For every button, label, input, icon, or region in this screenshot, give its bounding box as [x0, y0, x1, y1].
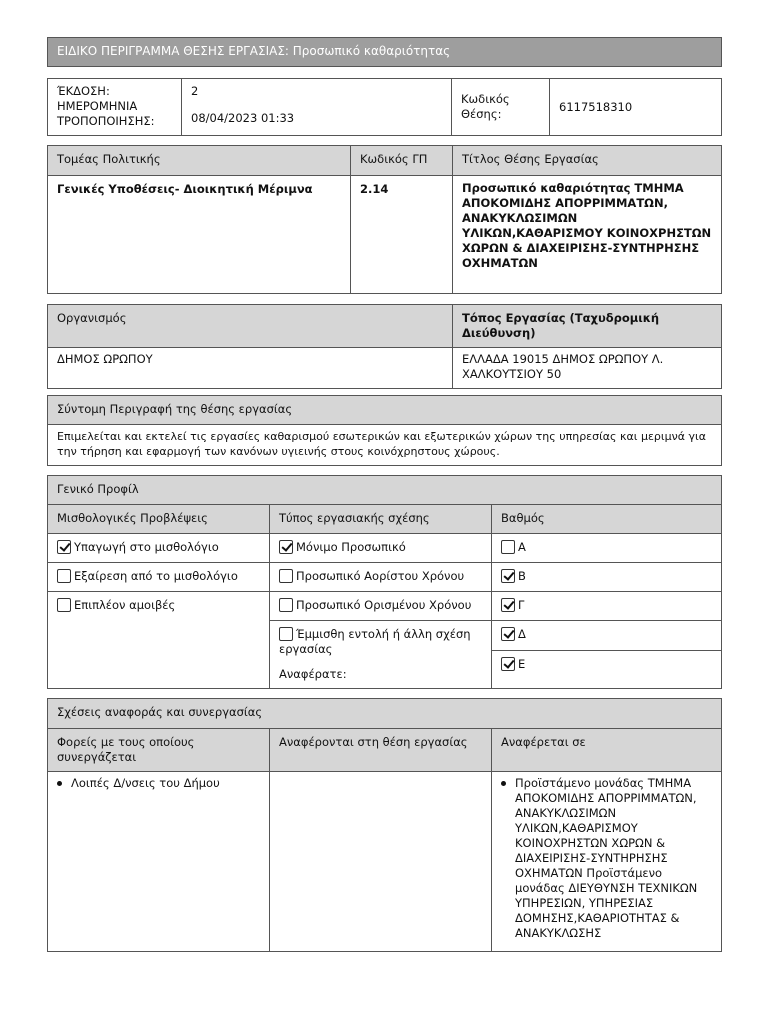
- workplace-header: Τόπος Εργασίας (Ταχυδρομική Διεύθυνση): [453, 305, 722, 348]
- grade-option-label: Δ: [518, 627, 526, 641]
- organization-value: ΔΗΜΟΣ ΩΡΩΠΟΥ: [48, 348, 453, 389]
- relation-option-label: Προσωπικό Αορίστου Χρόνου: [296, 569, 465, 583]
- document-title: ΕΙΔΙΚΟ ΠΕΡΙΓΡΑΜΜΑ ΘΕΣΗΣ ΕΡΓΑΣΙΑΣ: Προσωπικό καθαριότητας: [57, 44, 451, 58]
- reports-to-cell: [492, 772, 722, 952]
- bullet-icon: [501, 781, 506, 786]
- reports-to-header: Αναφέρεται σε: [492, 729, 722, 772]
- position-code-value: 6117518310: [550, 79, 722, 136]
- general-profile-header: Γενικό Προφίλ: [48, 476, 722, 505]
- gp-code-value: 2.14: [351, 176, 453, 294]
- cooperating-bodies-cell: [48, 772, 270, 952]
- salary-option-label: Εξαίρεση από το μισθολόγιο: [74, 569, 238, 583]
- grade-option-label: Β: [518, 569, 526, 583]
- checkbox-icon[interactable]: [57, 598, 71, 612]
- gp-code-header: Κωδικός ΓΠ: [351, 146, 453, 176]
- grade-option[interactable]: [492, 563, 722, 592]
- relation-option[interactable]: [270, 621, 492, 689]
- policy-area-value: Γενικές Υποθέσεις- Διοικητική Μέριμνα: [48, 176, 351, 294]
- grade-option[interactable]: [492, 534, 722, 563]
- checkbox-icon[interactable]: [57, 569, 71, 583]
- checkbox-checked-icon[interactable]: [501, 627, 515, 641]
- reporting-relations-header: Σχέσεις αναφοράς και συνεργασίας: [48, 699, 722, 729]
- grade-option-label: Α: [518, 540, 526, 554]
- policy-block: [47, 145, 722, 294]
- employment-type-header: Τύπος εργασιακής σχέσης: [270, 505, 492, 534]
- checkbox-icon[interactable]: [279, 569, 293, 583]
- organization-block: [47, 304, 722, 389]
- grade-option-label: Ε: [518, 657, 526, 672]
- grade-option-label: Γ: [518, 598, 525, 612]
- relation-option[interactable]: [270, 563, 492, 592]
- position-code-label: Κωδικός Θέσης:: [452, 79, 550, 136]
- relation-option[interactable]: [270, 592, 492, 621]
- grade-option[interactable]: [492, 592, 722, 621]
- list-item: Λοιπές Δ/νσεις του Δήμου: [71, 776, 220, 790]
- organization-header: Οργανισμός: [48, 305, 453, 348]
- policy-area-header: Τομέας Πολιτικής: [48, 146, 351, 176]
- cooperating-bodies-header: Φορείς με τους οποίους συνεργάζεται: [48, 729, 270, 772]
- document-title-bar: [47, 37, 722, 67]
- reporting-relations-block: [47, 698, 722, 952]
- list-item: Προϊστάμενο μονάδας ΤΜΗΜΑ ΑΠΟΚΟΜΙΔΗΣ ΑΠΟΡΡΙΜΜΑΤΩΝ, ΑΝΑΚΥΚΛΩΣΙΜΩΝ ΥΛΙΚΩΝ,ΚΑΘΑΡΙΣΜΟΥ ΚΟΙΝΟΧΡΗΣΤΩΝ ΧΩΡΩΝ & ΔΙΑΧΕΙΡΙΣΗΣ-ΣΥΝΤΗΡΗΣΗΣ ΟΧΗΜΑΤΩΝ Προϊστάμενο μονάδας ΔΙΕΥΘΥΝΣΗ ΤΕΧΝΙΚΩΝ ΥΠΗΡΕΣΙΩΝ, ΥΠΗΡΕΣΙΑΣ ΔΟΜΗΣΗΣ,ΚΑΘΑΡΙΟΤΗΤΑΣ & ΑΝΑΚΥΚΛΩΣΗΣ: [515, 776, 698, 940]
- checkbox-checked-icon[interactable]: [57, 540, 71, 554]
- checkbox-icon[interactable]: [279, 598, 293, 612]
- relation-option[interactable]: [270, 534, 492, 563]
- salary-option-label: Επιπλέον αμοιβές: [74, 598, 176, 612]
- checkbox-checked-icon[interactable]: [501, 657, 515, 671]
- grade-option[interactable]: [492, 651, 722, 689]
- info-block: [47, 78, 722, 134]
- edition-value: 2: [191, 84, 199, 98]
- job-title-value: Προσωπικό καθαριότητας ΤΜΗΜΑ ΑΠΟΚΟΜΙΔΗΣ ΑΠΟΡΡΙΜΜΑΤΩΝ, ΑΝΑΚΥΚΛΩΣΙΜΩΝ ΥΛΙΚΩΝ,ΚΑΘΑΡΙΣΜΟΥ ΚΟΙΝΟΧΡΗΣΤΩΝ ΧΩΡΩΝ & ΔΙΑΧΕΙΡΙΣΗΣ-ΣΥΝΤΗΡΗΣΗΣ ΟΧΗΜΑΤΩΝ: [453, 176, 722, 294]
- relation-option-label: Μόνιμο Προσωπικό: [296, 540, 406, 554]
- checkbox-checked-icon[interactable]: [501, 569, 515, 583]
- general-profile-block: [47, 475, 722, 689]
- checkbox-checked-icon[interactable]: [501, 598, 515, 612]
- bullet-icon: [57, 781, 62, 786]
- relation-note: Αναφέρατε:: [279, 667, 347, 681]
- summary-header: Σύντομη Περιγραφή της θέσης εργασίας: [48, 396, 722, 425]
- summary-text: Επιμελείται και εκτελεί τις εργασίες καθαρισμού εσωτερικών και εξωτερικών χώρων της υπηρεσίας και μεριμνά για την τήρηση και εφαρμογή των κανόνων υγιεινής στους κοινόχρηστους χώρους.: [48, 425, 722, 466]
- subordinates-header: Αναφέρονται στη θέση εργασίας: [270, 729, 492, 772]
- relation-option-label: Προσωπικό Ορισμένου Χρόνου: [296, 598, 472, 612]
- relation-option-label: Έμμισθη εντολή ή άλλη σχέση εργασίας: [279, 627, 471, 656]
- salary-provisions-header: Μισθολογικές Προβλέψεις: [48, 505, 270, 534]
- job-title-header: Τίτλος Θέσης Εργασίας: [453, 146, 722, 176]
- checkbox-icon[interactable]: [501, 540, 515, 554]
- checkbox-checked-icon[interactable]: [279, 540, 293, 554]
- grade-option[interactable]: [492, 621, 722, 651]
- grade-header: Βαθμός: [492, 505, 722, 534]
- checkbox-icon[interactable]: [279, 627, 293, 641]
- summary-block: [47, 395, 722, 466]
- salary-option[interactable]: [48, 534, 270, 563]
- salary-option[interactable]: [48, 592, 270, 689]
- subordinates-cell: [270, 772, 492, 952]
- modification-date: 08/04/2023 01:33: [191, 111, 295, 125]
- salary-option-label: Υπαγωγή στο μισθολόγιο: [74, 540, 219, 554]
- workplace-value: ΕΛΛΑΔΑ 19015 ΔΗΜΟΣ ΩΡΩΠΟΥ Λ. ΧΑΛΚΟΥΤΣΙΟΥ 50: [453, 348, 722, 389]
- edition-label: ΈΚΔΟΣΗ: ΗΜΕΡΟΜΗΝΙΑ ΤΡΟΠΟΠΟΙΗΣΗΣ:: [48, 79, 182, 136]
- edition-cell: [182, 79, 452, 136]
- salary-option[interactable]: [48, 563, 270, 592]
